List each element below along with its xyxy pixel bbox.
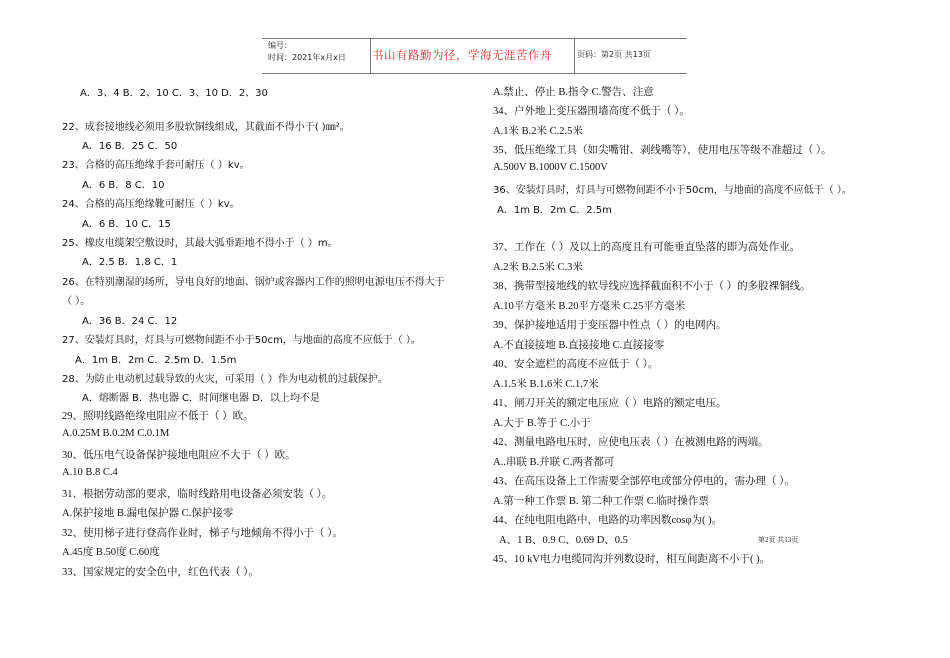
answer-options: A.0.25M B.0.2M C.0.1M [62, 428, 170, 439]
question-38: 38、携带型接地线的软导线应选择截面积不小于（ ）的多股裸铜线。 [493, 281, 811, 292]
answer-options: A．1m B．2m C．2.5m [497, 205, 612, 216]
header-page-info: 页码：第2页 共13页 [577, 50, 651, 59]
answer-options: A.第一种工作票 B. 第二种工作票 C.临时操作票 [493, 496, 709, 507]
question-36: 36、安装灯具时，灯具与可燃物间距不小于50cm，与地面的高度不应低于（ ）。 [493, 185, 852, 196]
question-31: 31、根据劳动部的要求，临时线路用电设备必须安装（ ）。 [62, 489, 333, 500]
answer-options: A．2.5 B．1.8 C．1 [82, 257, 178, 268]
question-28: 28、为防止电动机过载导致的火灾，可采用（ ）作为电动机的过载保护。 [62, 374, 388, 385]
answer-options: A.禁止、停止 B.指令 C.警告、注意 [493, 87, 654, 98]
question-23: 23、合格的高压绝缘手套可耐压（ ）kv。 [62, 160, 250, 171]
question-32: 32、使用梯子进行登高作业时，梯子与地倾角不得小于（ ）。 [62, 528, 343, 539]
answer-options: A．16 B．25 C．50 [82, 141, 178, 152]
page-header [262, 38, 687, 74]
header-divider [574, 38, 575, 74]
answer-options: A．3、4 B．2、10 C．3、10 D．2、30 [80, 88, 268, 99]
answer-options: A．6 B．10 C．15 [82, 219, 171, 230]
question-35: 35、低压绝缘工具（如尖嘴钳、剥线嘴等），使用电压等级不准超过（ ）。 [493, 145, 832, 156]
answer-options: A、1 B、0.9 C、0.69 D、0.5 [499, 535, 628, 546]
question-26-continued: （ ）。 [62, 296, 91, 307]
question-26: 26、在特别潮湿的场所，导电良好的地面、锅炉或容器内工作的照明电源电压不得大于 [62, 277, 445, 288]
question-30: 30、低压电气设备保护接地电阻应不大于（ ）欧。 [62, 450, 296, 461]
answer-options: A．36 B．24 C．12 [82, 316, 178, 327]
answer-options: A.保护接地 B.漏电保护器 C.保护接零 [62, 508, 234, 519]
answer-options: A．6 B．8 C．10 [82, 180, 165, 191]
answer-options: A.不直接接地 B.直接接地 C.直接接零 [493, 340, 665, 351]
document-time: 时间：2021年x月x日 [268, 53, 346, 62]
answer-options: A.大于 B.等于 C.小于 [493, 418, 591, 429]
question-24: 24、合格的高压绝缘靴可耐压（ ）kv。 [62, 199, 240, 210]
question-22: 22、成套接地线必须用多股软铜线组成，其截面不得小于( )㎜²。 [62, 122, 350, 133]
answer-options: A.500V B.1000V C.1500V [493, 162, 608, 173]
answer-options: A.1.5米 B.1.6米 C.1.7米 [493, 379, 599, 390]
question-45: 45、10 kV电力电缆同沟并列数设时，相互间距离不小于( )。 [493, 554, 771, 565]
answer-options: A.10 B.8 C.4 [62, 467, 118, 478]
answer-options: A.2米 B.2.5米 C.3米 [493, 262, 583, 273]
question-40: 40、安全遮栏的高度不应低于（ ）。 [493, 359, 659, 370]
question-44: 44、在纯电阻电路中，电路的功率因数cosφ为( )。 [493, 515, 723, 526]
question-34: 34、户外地上变压器围墙高度不低于（ ）。 [493, 106, 690, 117]
document-number: 编号： [268, 41, 292, 50]
answer-options: A．1m B．2m C．2.5m D．1.5m [75, 355, 237, 366]
question-43: 43、在高压设备上工作需要全部停电或部分停电的，需办理（ ）。 [493, 476, 795, 487]
question-29: 29、照明线路绝缘电阻应不低于（ ）欧。 [62, 411, 254, 422]
answer-options: A.1米 B.2米 C.2.5米 [493, 126, 583, 137]
header-bottom-rule [262, 73, 687, 74]
answer-options: A.10平方毫米 B.20平方毫米 C.25平方毫米 [493, 301, 686, 312]
header-divider [370, 38, 371, 74]
answer-options: A.45度 B.50度 C.60度 [62, 547, 160, 558]
question-27: 27、安装灯具时，灯具与可燃物间距不小于50cm，与地面的高度不应低于（ ）。 [62, 335, 421, 346]
question-41: 41、闸刀开关的额定电压应（ ）电路的额定电压。 [493, 398, 727, 409]
header-slogan: 书山有路勤为径，学海无涯苦作舟 [372, 48, 552, 62]
question-42: 42、测量电路电压时，应使电压表（ ）在被测电路的两端。 [493, 437, 769, 448]
question-37: 37、工作在（ ）及以上的高度且有可能垂直坠落的即为高处作业。 [493, 242, 801, 253]
footer-page-number: 第2页 共13页 [758, 536, 799, 544]
question-33: 33、国家规定的安全色中，红色代表（ ）。 [62, 567, 259, 578]
question-25: 25、橡皮电缆架空敷设时，其最大弧垂距地不得小于（ ）m。 [62, 238, 338, 249]
header-meta [268, 40, 346, 64]
answer-options: A．熔断器 B．热电器 C．时间继电器 D．以上均不是 [82, 393, 320, 404]
header-top-rule [262, 38, 687, 39]
answer-options: A..串联 B.并联 C.两者都可 [493, 457, 615, 468]
question-39: 39、保护接地适用于变压器中性点（ ）的电网内。 [493, 320, 727, 331]
